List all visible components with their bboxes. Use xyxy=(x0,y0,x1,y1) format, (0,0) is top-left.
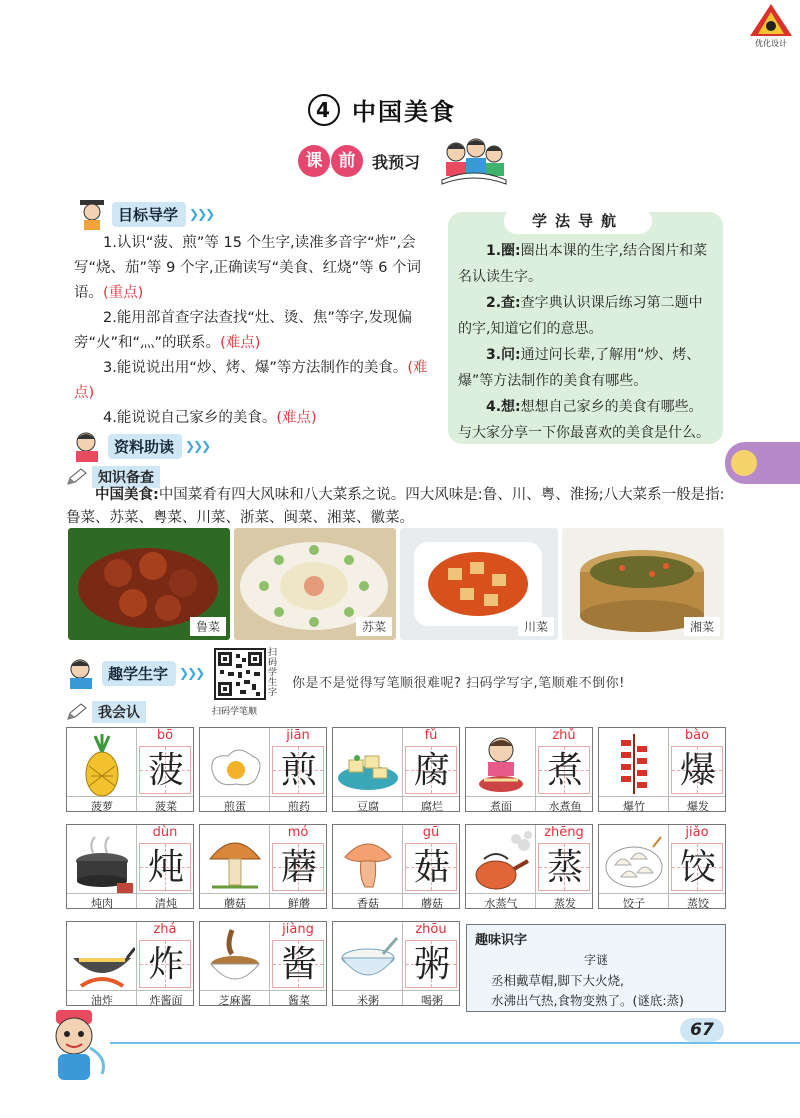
fun-chars-heading-label: 趣学生字 xyxy=(102,661,176,686)
double-arrow-icon: ❯❯❯ xyxy=(179,666,204,680)
riddle-heading: 趣味识字 xyxy=(475,933,528,948)
card-word-1: 油炸 xyxy=(91,994,113,1007)
tian-grid xyxy=(671,746,723,794)
tian-grid xyxy=(538,843,590,891)
method-box xyxy=(448,212,723,444)
tian-grid xyxy=(139,746,191,794)
card-word-2: 煎药 xyxy=(288,800,310,813)
tian-grid xyxy=(405,843,457,891)
method-item-3: 3.问:通过问长辈,了解用“炒、烤、爆”等方法制作的美食有哪些。 xyxy=(458,347,701,389)
char-card-1 xyxy=(66,727,194,812)
method-item-2: 2.查:查字典认识课后练习第二题中的字,知道它们的意思。 xyxy=(458,295,703,337)
method-list xyxy=(458,238,716,446)
goals-list xyxy=(74,231,436,431)
char-card-11 xyxy=(66,921,194,1006)
tian-grid xyxy=(671,843,723,891)
mascot-face-icon xyxy=(731,450,757,476)
tofu-icon xyxy=(335,730,401,798)
card-pinyin: zhǔ xyxy=(552,728,576,743)
goal-item-3: 3.能说说出用“炒、烤、爆”等方法制作的美食。(难点) xyxy=(74,360,428,401)
photo-label-4: 湘菜 xyxy=(684,617,720,636)
kettle-icon xyxy=(468,827,534,895)
char-card-4 xyxy=(465,727,593,812)
card-word-2: 炸酱面 xyxy=(149,994,183,1007)
recognize-subheading xyxy=(66,701,146,723)
card-pinyin: bào xyxy=(684,728,710,743)
lesson-title-text: 中国美食 xyxy=(352,98,456,126)
preview-label: 我预习 xyxy=(372,152,421,172)
tian-grid xyxy=(139,843,191,891)
qr-code[interactable] xyxy=(214,648,266,700)
sauce-bowl-icon xyxy=(202,924,268,992)
photo-chuan-cuisine xyxy=(400,528,558,640)
card-word-1: 爆竹 xyxy=(623,800,645,813)
porridge-icon xyxy=(335,924,401,992)
card-word-1: 水蒸气 xyxy=(484,897,518,910)
method-item-4: 4.想:想想自己家乡的美食有哪些。与大家分享一下你最喜欢的美食是什么。 xyxy=(458,399,710,441)
photo-label-1: 鲁菜 xyxy=(190,617,226,636)
stew-pot-icon xyxy=(69,827,135,895)
writing-kid-icon xyxy=(64,655,100,691)
logo-icon xyxy=(748,2,794,38)
char-card-10 xyxy=(598,824,726,909)
mascot-kid-icon xyxy=(38,1008,110,1088)
card-character: 菇 xyxy=(413,847,450,888)
preview-char-1: 课 xyxy=(298,145,330,177)
card-pinyin: gū xyxy=(422,825,440,840)
photo-lu-cuisine xyxy=(68,528,230,640)
riddle-box xyxy=(466,924,726,1012)
card-pinyin: zhōu xyxy=(415,922,447,937)
noodles-icon xyxy=(468,730,534,798)
card-word-1: 饺子 xyxy=(623,897,645,910)
card-pinyin: zhēng xyxy=(544,825,584,840)
fun-chars-heading xyxy=(64,655,203,691)
photo-label-3: 川菜 xyxy=(518,617,554,636)
card-character: 煮 xyxy=(546,750,583,791)
lesson-title xyxy=(308,92,456,127)
kids-reading-illustration xyxy=(438,136,510,190)
card-character: 蒸 xyxy=(546,847,583,888)
card-character: 炖 xyxy=(147,847,184,888)
card-word-1: 芝麻酱 xyxy=(218,994,252,1007)
dumplings-icon xyxy=(601,827,667,895)
card-word-2: 蘑菇 xyxy=(421,897,443,910)
pencil-icon xyxy=(66,703,88,721)
tian-grid xyxy=(139,940,191,988)
kids-reading-icon xyxy=(438,136,510,186)
card-pinyin: dùn xyxy=(152,825,178,840)
logo-text: 优化设计 xyxy=(755,39,787,48)
preview-char-2: 前 xyxy=(331,145,363,177)
char-card-12 xyxy=(199,921,327,1006)
tian-grid xyxy=(538,746,590,794)
card-word-1: 煎蛋 xyxy=(224,800,246,813)
photo-xiang-cuisine xyxy=(562,528,724,640)
card-word-1: 香菇 xyxy=(357,897,379,910)
card-character: 饺 xyxy=(679,847,716,888)
recognize-subheading-label: 我会认 xyxy=(92,701,146,723)
qr-side-text: 扫码学生字 xyxy=(268,648,278,698)
qr-code-icon xyxy=(216,650,264,698)
qr-caption: 扫码学笔顺 xyxy=(212,707,258,717)
riddle-title: 字谜 xyxy=(583,953,608,967)
card-word-1: 蘑菇 xyxy=(224,897,246,910)
card-word-2: 菠菜 xyxy=(155,800,177,813)
method-item-1: 1.圈:圈出本课的生字,结合图片和菜名认读生字。 xyxy=(458,243,708,285)
char-card-6 xyxy=(66,824,194,909)
mushroom-icon xyxy=(202,827,268,895)
tian-grid xyxy=(405,746,457,794)
reading-heading-label: 资料助读 xyxy=(108,434,182,459)
tian-grid xyxy=(272,843,324,891)
preview-banner xyxy=(298,145,420,177)
card-character: 炸 xyxy=(147,944,184,985)
page-number: 67 xyxy=(680,1018,724,1042)
card-pinyin: bō xyxy=(156,728,174,743)
reading-heading xyxy=(70,428,209,464)
method-heading: 学法导航 xyxy=(504,208,652,234)
char-card-3 xyxy=(332,727,460,812)
tian-grid xyxy=(272,940,324,988)
card-word-2: 蒸发 xyxy=(554,897,576,910)
double-arrow-icon: ❯❯❯ xyxy=(185,439,210,453)
char-card-7 xyxy=(199,824,327,909)
card-word-2: 喝粥 xyxy=(421,994,443,1007)
pineapple-icon xyxy=(69,730,135,798)
card-word-1: 豆腐 xyxy=(357,800,379,813)
double-arrow-icon: ❯❯❯ xyxy=(189,207,214,221)
firecracker-icon xyxy=(601,730,667,798)
card-pinyin: jiàng xyxy=(282,922,314,937)
char-card-9 xyxy=(465,824,593,909)
riddle-line-1: 丞相戴草帽,脚下大火烧, xyxy=(491,973,624,988)
card-pinyin: jiǎo xyxy=(685,825,709,840)
photo-su-cuisine xyxy=(234,528,396,640)
char-card-5 xyxy=(598,727,726,812)
goals-heading-label: 目标导学 xyxy=(112,202,186,227)
wok-icon xyxy=(69,924,135,992)
card-word-2: 清炖 xyxy=(155,897,177,910)
char-card-13 xyxy=(332,921,460,1006)
card-word-1: 煮面 xyxy=(490,800,512,813)
side-tab xyxy=(725,442,800,484)
mascot-illustration xyxy=(38,1008,110,1092)
card-character: 腐 xyxy=(413,750,450,791)
fried-egg-icon xyxy=(202,730,268,798)
shiitake-icon xyxy=(335,827,401,895)
goals-heading xyxy=(74,196,213,232)
goal-item-1: 1.认识“菠、煎”等 15 个生字,读准多音字“炸”,会写“烧、茄”等 9 个字,正确读写“美食、红烧”等 6 个词语。(重点) xyxy=(74,235,422,301)
card-character: 煎 xyxy=(280,750,317,791)
card-word-2: 酱菜 xyxy=(288,994,310,1007)
card-word-1: 炖肉 xyxy=(91,897,113,910)
card-pinyin: fǔ xyxy=(424,728,438,743)
card-word-2: 鲜蘑 xyxy=(288,897,310,910)
card-word-2: 蒸饺 xyxy=(687,897,709,910)
card-character: 菠 xyxy=(147,750,184,791)
reading-kid-icon xyxy=(70,428,106,464)
char-card-8 xyxy=(332,824,460,909)
card-character: 爆 xyxy=(679,750,716,791)
goal-item-2: 2.能用部首查字法查找“灶、烫、焦”等字,发现偏旁“火”和“灬”的联系。(难点) xyxy=(74,310,412,351)
student-with-cap-icon xyxy=(74,196,110,232)
card-pinyin: jiān xyxy=(286,728,310,743)
card-word-2: 腐烂 xyxy=(421,800,443,813)
lesson-number: 4 xyxy=(308,94,340,126)
card-word-2: 爆发 xyxy=(687,800,709,813)
card-pinyin: mó xyxy=(287,825,309,840)
tian-grid xyxy=(272,746,324,794)
knowledge-text: 中国美食:中国菜肴有四大风味和八大菜系之说。四大风味是:鲁、川、粤、淮扬;八大菜系一般是指:鲁菜、苏菜、粤菜、川菜、浙菜、闽菜、湘菜、徽菜。 xyxy=(66,487,725,526)
card-character: 粥 xyxy=(413,944,450,985)
goal-item-4: 4.能说说自己家乡的美食。(难点) xyxy=(103,410,317,426)
card-character: 酱 xyxy=(280,944,317,985)
riddle-line-2: 水沸出气热,食物变熟了。(谜底:蒸) xyxy=(491,993,684,1008)
card-character: 蘑 xyxy=(280,847,317,888)
card-pinyin: zhá xyxy=(153,922,177,937)
card-word-1: 菠萝 xyxy=(91,800,113,813)
card-word-1: 米粥 xyxy=(357,994,379,1007)
publisher-logo xyxy=(748,2,794,48)
card-word-2: 水煮鱼 xyxy=(548,800,582,813)
qr-tip: 你是不是觉得写笔顺很难呢? 扫码学写字,笔顺难不倒你! xyxy=(292,676,625,691)
tian-grid xyxy=(405,940,457,988)
knowledge-subheading-label: 知识备查 xyxy=(92,466,160,488)
photo-label-2: 苏菜 xyxy=(356,617,392,636)
footer-line xyxy=(110,1042,800,1044)
char-card-2 xyxy=(199,727,327,812)
